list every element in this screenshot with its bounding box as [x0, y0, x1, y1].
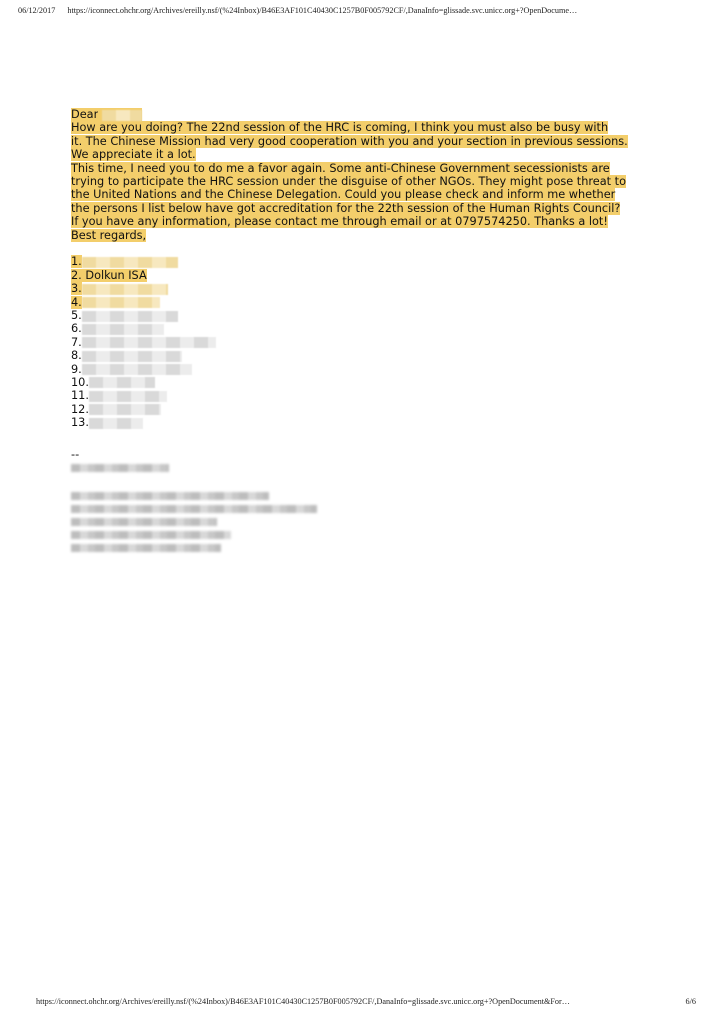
- list-item: 12.: [71, 403, 661, 416]
- paragraph-2-line: trying to participate the HRC session under the disguise of other NGOs. They might pose threat to: [71, 175, 627, 189]
- paragraph-2-line: the United Nations and the Chinese Delegation. Could you please check and inform me whether: [71, 188, 616, 202]
- redacted-sender-mobile: [71, 531, 231, 539]
- footer-url: https://iconnect.ohchr.org/Archives/ereilly.nsf/(%24Inbox)/B46E3AF101C40430C1257B0F005792CF/,DanaInfo=glissade.svc.unicc.org+?OpenDocument&For…: [36, 997, 570, 1006]
- redacted-name: [82, 324, 164, 335]
- redacted-sender-name: [71, 464, 169, 472]
- redacted-sender-fax: [71, 544, 221, 552]
- redacted-name: [82, 351, 182, 362]
- redacted-recipient-name: [102, 110, 142, 121]
- list-item: 6.: [71, 322, 661, 335]
- closing: Best regards,: [71, 228, 147, 242]
- list-item: 2. Dolkun ISA: [71, 268, 147, 282]
- redacted-name: [89, 418, 143, 429]
- print-date: 06/12/2017: [18, 6, 56, 15]
- signature: [71, 448, 661, 552]
- list-item: 5.: [71, 309, 661, 322]
- paragraph-1-line: We appreciate it a lot.: [71, 148, 196, 162]
- signature-dash: --: [71, 447, 80, 461]
- list-item: 11.: [71, 389, 661, 402]
- paragraph-2: [71, 162, 661, 242]
- list-item: 4.: [71, 296, 661, 309]
- paragraph-2-line: the persons I list below have got accreditation for the 22th session of the Human Rights Council?: [71, 201, 621, 215]
- redacted-sender-mission: [71, 505, 317, 513]
- print-header: [18, 6, 708, 15]
- list-item-name: Dolkun ISA: [81, 268, 147, 282]
- list-item: 1.: [71, 255, 661, 268]
- list-item: 10.: [71, 376, 661, 389]
- greeting: Dear: [71, 108, 99, 121]
- redacted-sender-title: [71, 492, 269, 500]
- redacted-name: [82, 311, 178, 322]
- email-body: [71, 108, 661, 557]
- paragraph-2-line: If you have any information, please contact me through email or at 0797574250. Thanks a lot!: [71, 215, 608, 229]
- print-url: https://iconnect.ohchr.org/Archives/ereilly.nsf/(%24Inbox)/B46E3AF101C40430C1257B0F005792CF/,DanaInfo=glissade.svc.unicc.org+?OpenDocume…: [67, 6, 578, 15]
- list-item: 8.: [71, 349, 661, 362]
- redacted-sender-tel: [71, 518, 217, 526]
- paragraph-1: [71, 121, 661, 161]
- name-list: [71, 255, 661, 429]
- print-footer: [36, 997, 696, 1006]
- paragraph-2-line: This time, I need you to do me a favor again. Some anti-Chinese Government secessionists are: [71, 161, 610, 175]
- redacted-name: [89, 404, 161, 415]
- paragraph-1-line: it. The Chinese Mission had very good cooperation with you and your section in previous sessions.: [71, 134, 628, 148]
- redacted-name: [82, 337, 216, 348]
- greeting-line: [71, 108, 661, 121]
- redacted-name: [89, 377, 155, 388]
- redacted-name: [82, 284, 168, 295]
- redacted-name: [82, 364, 192, 375]
- list-item: 13.: [71, 416, 661, 429]
- list-item: 7.: [71, 336, 661, 349]
- redacted-name: [82, 297, 160, 308]
- list-item: 9.: [71, 363, 661, 376]
- paragraph-1-line: How are you doing? The 22nd session of the HRC is coming, I think you must also be busy with: [71, 121, 609, 135]
- page-number: 6/6: [685, 997, 696, 1006]
- redacted-name: [82, 257, 178, 268]
- redacted-name: [89, 391, 167, 402]
- list-item: 3.: [71, 282, 661, 295]
